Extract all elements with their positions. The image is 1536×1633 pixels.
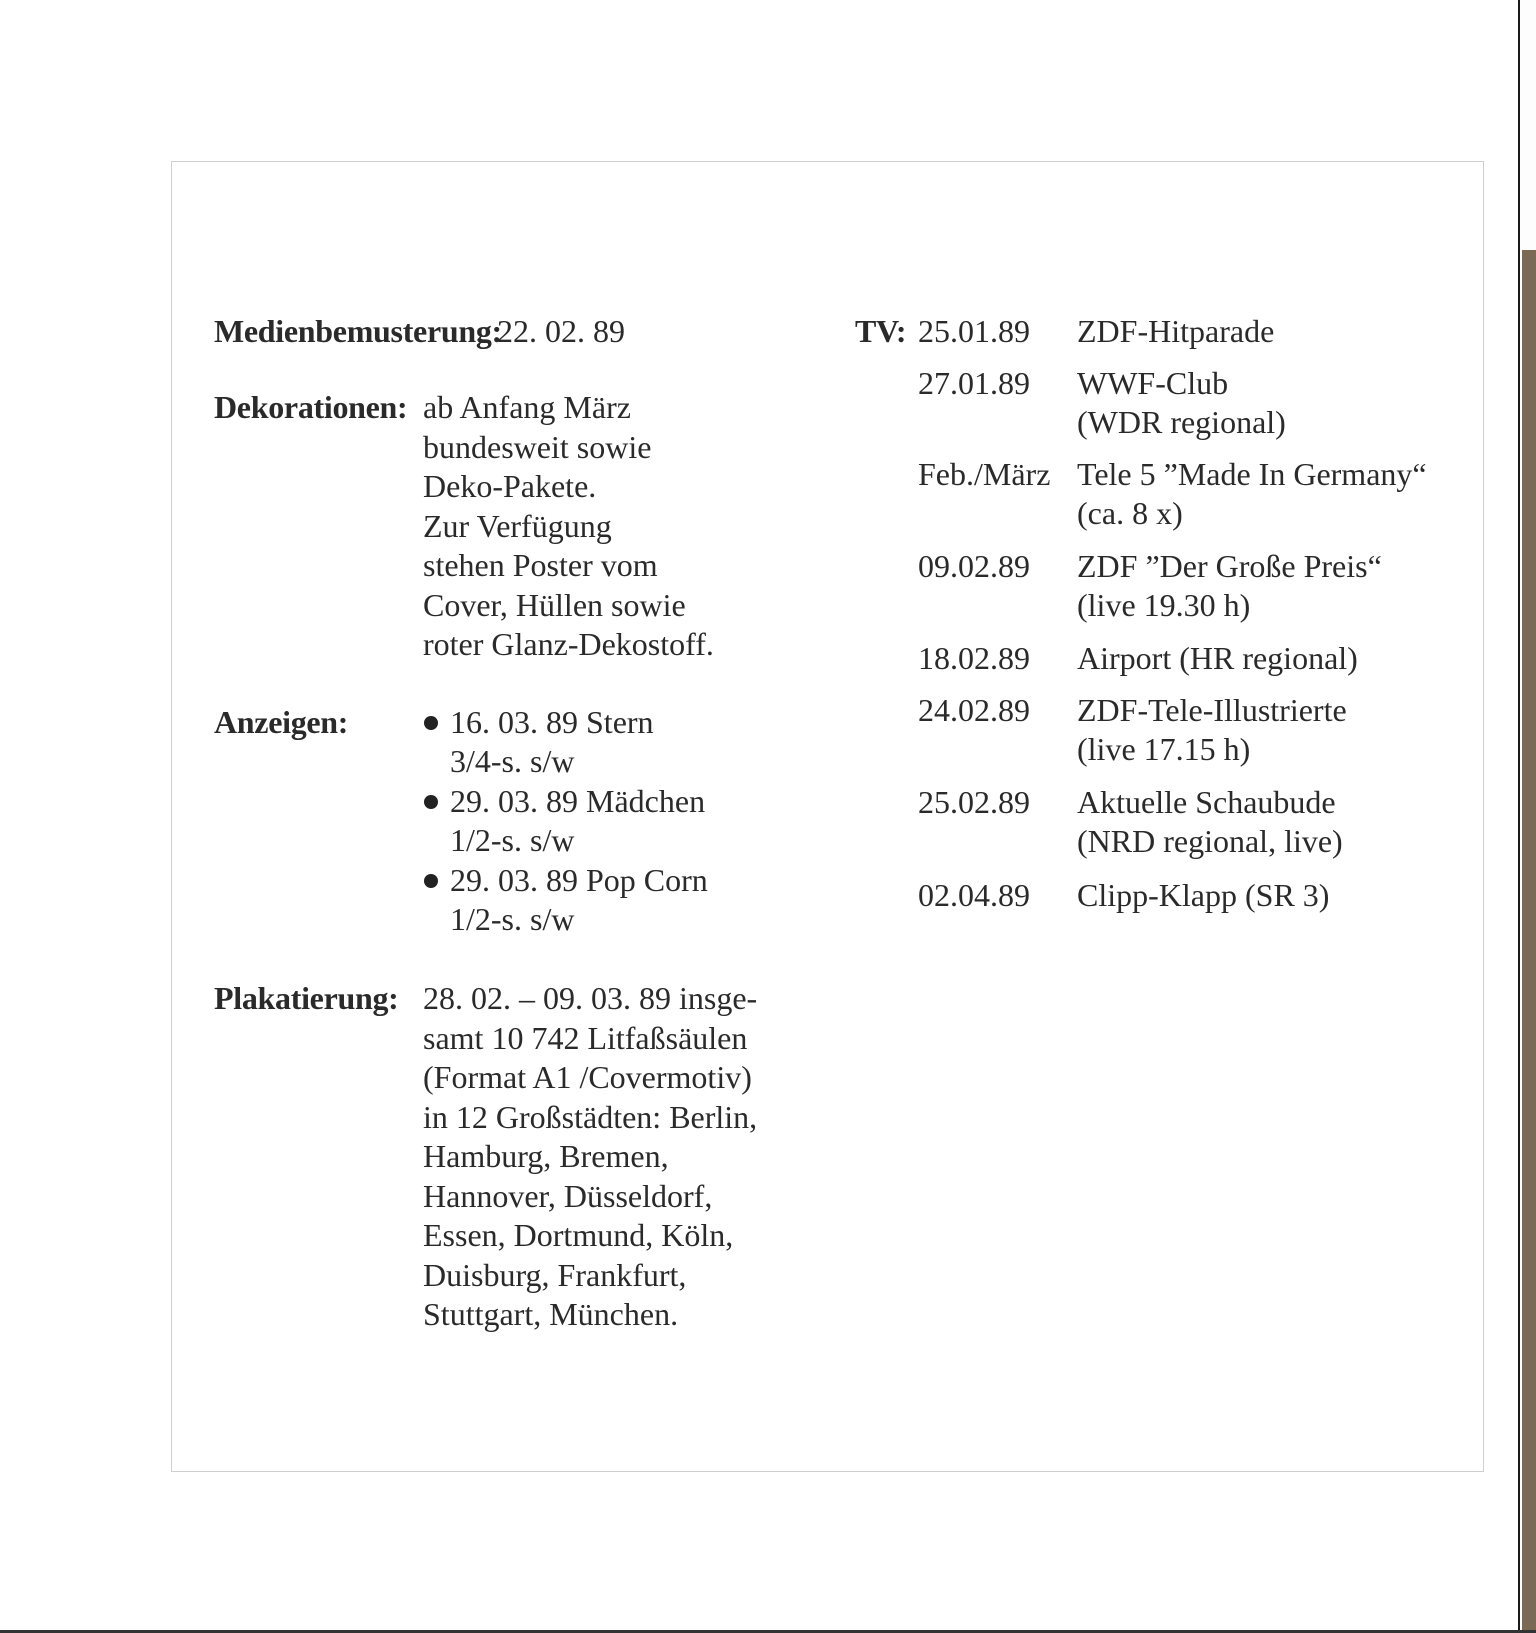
dekorationen-line: ab Anfang März [423,389,631,425]
dekorationen-text [423,388,714,665]
plakatierung-text [423,979,757,1335]
tv-show-note: (ca. 8 x) [1077,495,1183,531]
anzeige-1-format: 3/4-s. s/w [450,743,575,779]
plakatierung-line: Stuttgart, München. [423,1296,679,1332]
medienbemusterung-date: 22. 02. 89 [497,313,625,349]
plakatierung-label: Plakatierung: [214,980,399,1016]
bullet-icon [424,716,438,730]
plakatierung-line: Essen, Dortmund, Köln, [423,1217,734,1253]
dekorationen-line: Deko-Pakete. [423,468,597,504]
bullet-icon [424,874,438,888]
tv-label: TV: [855,313,907,349]
anzeige-2-format: 1/2-s. s/w [450,822,575,858]
tv-show: ZDF ”Der Große Preis“ [1077,548,1382,584]
dekorationen-line: roter Glanz-Dekostoff. [423,626,714,662]
tv-date: 25.02.89 [918,784,1030,820]
tv-show: Aktuelle Schaubude [1077,784,1336,820]
tv-date: 09.02.89 [918,548,1030,584]
dekorationen-label: Dekorationen: [214,389,408,425]
dekorationen-line: Cover, Hüllen sowie [423,586,686,623]
dekorationen-line: stehen Poster vom [423,547,658,583]
tv-show-note: (live 17.15 h) [1077,731,1251,767]
dekorationen-line: Zur Verfügung [423,507,612,544]
tv-show: ZDF-Hitparade [1077,313,1275,349]
tv-show: WWF-Club [1077,365,1229,401]
plakatierung-line: Duisburg, Frankfurt, [423,1256,687,1293]
anzeige-1-main: 16. 03. 89 Stern [450,704,654,740]
tv-show-note: (NRD regional, live) [1077,823,1343,859]
dekorationen-line: bundesweit sowie [423,428,652,465]
tv-date: 18.02.89 [918,640,1030,676]
tv-date: 02.04.89 [918,877,1030,913]
plakatierung-line: samt 10 742 Litfaßsäulen [423,1019,748,1056]
tv-date: 25.01.89 [918,313,1030,349]
tv-show: ZDF-Tele-Illustrierte [1077,692,1347,728]
anzeige-2-main: 29. 03. 89 Mädchen [450,783,706,819]
plakatierung-line: (Format A1 /Covermotiv) [423,1059,752,1095]
anzeige-3-main: 29. 03. 89 Pop Corn [450,862,708,898]
tv-date: 27.01.89 [918,365,1030,401]
tv-show: Clipp-Klapp (SR 3) [1077,877,1330,913]
anzeige-3-format: 1/2-s. s/w [450,901,575,937]
tv-show: Airport (HR regional) [1077,640,1358,676]
tv-date: Feb./März [918,456,1051,492]
plakatierung-line: in 12 Großstädten: Berlin, [423,1098,758,1135]
plakatierung-line: Hannover, Düsseldorf, [423,1177,713,1214]
scan-edge-strip [1522,250,1536,1633]
tv-show-note: (live 19.30 h) [1077,587,1251,623]
anzeigen-label: Anzeigen: [214,704,349,740]
plakatierung-line: 28. 02. – 09. 03. 89 insge- [423,980,758,1016]
plakatierung-line: Hamburg, Bremen, [423,1138,669,1174]
bullet-icon [424,795,438,809]
tv-show: Tele 5 ”Made In Germany“ [1077,456,1427,492]
medienbemusterung-label: Medienbemusterung: [214,313,502,349]
scan-right-edge [1518,0,1536,1633]
tv-show-note: (WDR regional) [1077,404,1286,440]
tv-date: 24.02.89 [918,692,1030,728]
